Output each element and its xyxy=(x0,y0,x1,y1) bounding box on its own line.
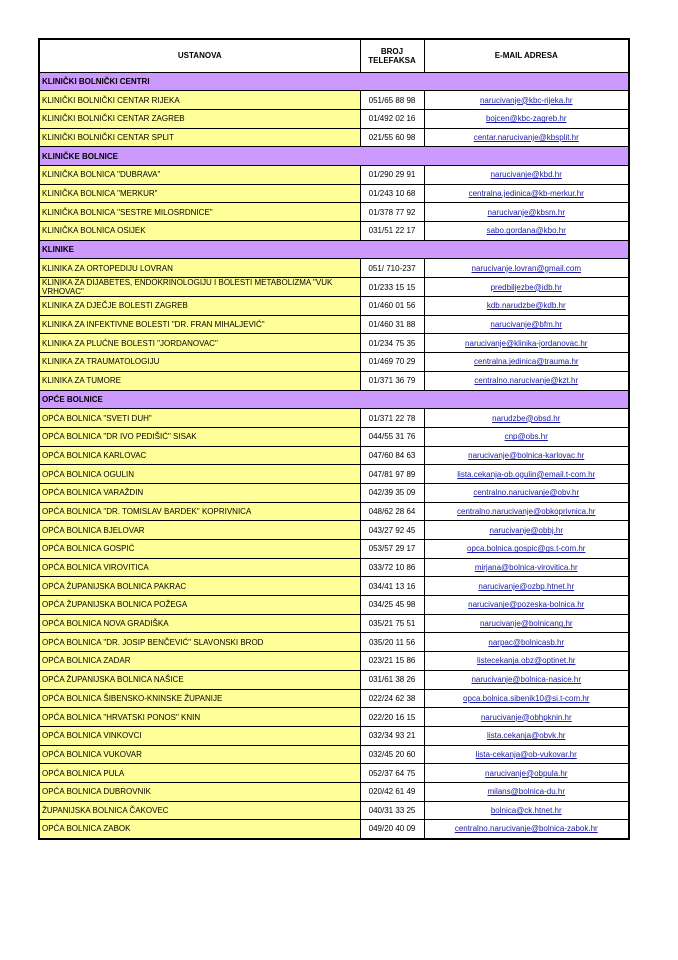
section-title: KLINIČKE BOLNICE xyxy=(39,147,629,166)
table-row xyxy=(39,502,629,521)
fax-number: 035/20 11 56 xyxy=(360,633,424,652)
table-row xyxy=(39,689,629,708)
table-body xyxy=(39,72,629,839)
fax-number: 01/371 36 79 xyxy=(360,371,424,390)
email-link[interactable]: kdb.narudzbe@kdb.hr xyxy=(486,301,566,311)
institution-name: KLINIKA ZA TRAUMATOLOGIJU xyxy=(39,353,360,372)
email-cell xyxy=(424,708,629,727)
institution-name: KLINIKA ZA PLUĆNE BOLESTI "JORDANOVAC" xyxy=(39,334,360,353)
institution-name: OPĆA BOLNICA GOSPIĆ xyxy=(39,540,360,559)
fax-number: 033/72 10 86 xyxy=(360,558,424,577)
institution-name: OPĆA BOLNICA "HRVATSKI PONOS" KNIN xyxy=(39,708,360,727)
email-cell xyxy=(424,222,629,241)
table-row xyxy=(39,427,629,446)
table-row xyxy=(39,633,629,652)
fax-number: 01/469 70 29 xyxy=(360,353,424,372)
table-row xyxy=(39,483,629,502)
email-link[interactable]: bolnica@ck.htnet.hr xyxy=(490,805,562,815)
email-link[interactable]: listecekanja.obz@optinet.hr xyxy=(477,656,576,666)
email-cell xyxy=(424,446,629,465)
email-link[interactable]: narucivanje@klinika-jordanovac.hr xyxy=(465,338,588,348)
email-link[interactable]: centralno.narucivanje@obv.hr xyxy=(473,488,580,498)
email-cell xyxy=(424,540,629,559)
institution-name: KLINIKA ZA DIJABETES, ENDOKRINOLOGIJU I BOLESTI METABOLIZMA "VUK VRHOVAC" xyxy=(39,278,360,297)
institution-name: OPĆA ŽUPANIJSKA BOLNICA NAŠICE xyxy=(39,670,360,689)
fax-number: 051/65 88 98 xyxy=(360,91,424,110)
table-row xyxy=(39,614,629,633)
institution-name: OPĆA BOLNICA VIROVITICA xyxy=(39,558,360,577)
email-link[interactable]: bojcen@kbc-zagreb.hr xyxy=(485,114,567,124)
fax-number: 01/460 01 56 xyxy=(360,297,424,316)
table-row xyxy=(39,334,629,353)
email-link[interactable]: narpac@bolnicasb.hr xyxy=(488,637,565,647)
institution-name: OPĆA BOLNICA ŠIBENSKO-KNINSKE ŽUPANIJE xyxy=(39,689,360,708)
table-row xyxy=(39,540,629,559)
email-cell xyxy=(424,782,629,801)
email-link[interactable]: mirjana@bolnica-virovitica.hr xyxy=(474,563,578,573)
institution-name: OPĆA BOLNICA DUBROVNIK xyxy=(39,782,360,801)
institution-name: KLINIČKI BOLNIČKI CENTAR RIJEKA xyxy=(39,91,360,110)
email-cell xyxy=(424,297,629,316)
institution-name: OPĆA BOLNICA NOVA GRADIŠKA xyxy=(39,614,360,633)
email-link[interactable]: predbiljezbe@idb.hr xyxy=(490,282,562,292)
institution-name: OPĆA BOLNICA ZADAR xyxy=(39,652,360,671)
section-header-row xyxy=(39,390,629,409)
email-cell xyxy=(424,652,629,671)
email-cell xyxy=(424,670,629,689)
institution-name: OPĆA BOLNICA "SVETI DUH" xyxy=(39,409,360,428)
table-row xyxy=(39,184,629,203)
fax-number: 052/37 64 75 xyxy=(360,764,424,783)
email-link[interactable]: narucivanje@ozbp.htnet.hr xyxy=(478,581,575,591)
email-link[interactable]: narucivanje@pozeska-bolnica.hr xyxy=(468,600,585,610)
institution-name: KLINIKA ZA DJEČJE BOLESTI ZAGREB xyxy=(39,297,360,316)
email-cell xyxy=(424,465,629,484)
fax-number: 040/31 33 25 xyxy=(360,801,424,820)
fax-number: 020/42 61 49 xyxy=(360,782,424,801)
email-cell xyxy=(424,184,629,203)
email-link[interactable]: milans@bolnica-du.hr xyxy=(487,787,565,797)
email-cell xyxy=(424,689,629,708)
table-row xyxy=(39,259,629,278)
email-cell xyxy=(424,334,629,353)
fax-number: 034/41 13 16 xyxy=(360,577,424,596)
email-cell xyxy=(424,128,629,147)
section-title: OPĆE BOLNICE xyxy=(39,390,629,409)
email-link[interactable]: opca.bolnica.gospic@gs.t-com.hr xyxy=(467,544,586,554)
email-cell xyxy=(424,502,629,521)
email-link[interactable]: centar.narucivanje@kbsplit.hr xyxy=(473,132,579,142)
email-cell xyxy=(424,820,629,839)
institution-name: OPĆA BOLNICA "DR. TOMISLAV BARDEK" KOPRIVNICA xyxy=(39,502,360,521)
email-link[interactable]: centralno.narucivanje@obkoprivnica.hr xyxy=(457,506,596,516)
email-cell xyxy=(424,353,629,372)
fax-number: 049/20 40 09 xyxy=(360,820,424,839)
institution-name: OPĆA BOLNICA VUKOVAR xyxy=(39,745,360,764)
table-row xyxy=(39,801,629,820)
table-row xyxy=(39,465,629,484)
fax-number: 048/62 28 64 xyxy=(360,502,424,521)
email-cell xyxy=(424,278,629,297)
fax-number: 01/290 29 91 xyxy=(360,165,424,184)
institution-name: KLINIČKA BOLNICA "MERKUR" xyxy=(39,184,360,203)
header-broj-telefaksa: BROJ TELEFAKSA xyxy=(360,39,424,72)
section-title: KLINIČKI BOLNIČKI CENTRI xyxy=(39,72,629,91)
email-link[interactable]: centralno.narucivanje@kzt.hr xyxy=(474,376,579,386)
email-link[interactable]: lista.cekanja@obvk.hr xyxy=(487,731,566,741)
table-row xyxy=(39,315,629,334)
email-cell xyxy=(424,521,629,540)
email-cell xyxy=(424,764,629,783)
institution-name: OPĆA ŽUPANIJSKA BOLNICA PAKRAC xyxy=(39,577,360,596)
email-cell xyxy=(424,409,629,428)
fax-number: 022/24 62 38 xyxy=(360,689,424,708)
institution-name: KLINIKA ZA ORTOPEDIJU LOVRAN xyxy=(39,259,360,278)
email-cell xyxy=(424,203,629,222)
table-row xyxy=(39,222,629,241)
email-link[interactable]: narucivanje@bolnica-nasice.hr xyxy=(471,675,581,685)
email-link[interactable]: cnp@obs.hr xyxy=(504,432,548,442)
institution-name: OPĆA BOLNICA OGULIN xyxy=(39,465,360,484)
fax-number: 023/21 15 86 xyxy=(360,652,424,671)
fax-number: 01/371 22 78 xyxy=(360,409,424,428)
fax-number: 053/57 29 17 xyxy=(360,540,424,559)
email-cell xyxy=(424,427,629,446)
email-link[interactable]: centralna.jedinica@kb-merkur.hr xyxy=(468,188,584,198)
fax-number: 034/25 45 98 xyxy=(360,596,424,615)
fax-number: 01/492 02 16 xyxy=(360,109,424,128)
institution-name: KLINIČKI BOLNIČKI CENTAR SPLIT xyxy=(39,128,360,147)
email-cell xyxy=(424,91,629,110)
institution-name: OPĆA BOLNICA KARLOVAC xyxy=(39,446,360,465)
table-row xyxy=(39,652,629,671)
table-row xyxy=(39,558,629,577)
table-row xyxy=(39,128,629,147)
header-ustanova: USTANOVA xyxy=(39,39,360,72)
institution-name: OPĆA BOLNICA BJELOVAR xyxy=(39,521,360,540)
table-row xyxy=(39,165,629,184)
fax-number: 01/378 77 92 xyxy=(360,203,424,222)
fax-number: 021/55 60 98 xyxy=(360,128,424,147)
email-link[interactable]: lista-cekanja@ob-vukovar.hr xyxy=(475,749,577,759)
email-cell xyxy=(424,483,629,502)
table-row xyxy=(39,708,629,727)
table-row xyxy=(39,203,629,222)
email-link[interactable]: narucivanje@kbsm.hr xyxy=(487,207,565,217)
section-header-row xyxy=(39,72,629,91)
email-link[interactable]: narucivanje@bolnicang.hr xyxy=(479,619,573,629)
header-email-adresa: E-MAIL ADRESA xyxy=(424,39,629,72)
email-cell xyxy=(424,109,629,128)
email-cell xyxy=(424,596,629,615)
fax-number: 01/233 15 15 xyxy=(360,278,424,297)
email-link[interactable]: centralno.narucivanje@bolnica-zabok.hr xyxy=(454,824,598,834)
section-header-row xyxy=(39,240,629,259)
email-cell xyxy=(424,577,629,596)
fax-number: 032/45 20 60 xyxy=(360,745,424,764)
institution-name: ŽUPANIJSKA BOLNICA ČAKOVEC xyxy=(39,801,360,820)
email-link[interactable]: sabo.gordana@kbo.hr xyxy=(486,226,566,236)
fax-number: 01/234 75 35 xyxy=(360,334,424,353)
institution-name: OPĆA BOLNICA PULA xyxy=(39,764,360,783)
fax-number: 035/21 75 51 xyxy=(360,614,424,633)
email-cell xyxy=(424,371,629,390)
institution-name: KLINIČKA BOLNICA OSIJEK xyxy=(39,222,360,241)
institution-name: OPĆA ŽUPANIJSKA BOLNICA POŽEGA xyxy=(39,596,360,615)
email-link[interactable]: narucivanje@bolnica-karlovac.hr xyxy=(468,450,585,460)
email-link[interactable]: narucivanje@obpula.hr xyxy=(485,768,568,778)
fax-number: 044/55 31 76 xyxy=(360,427,424,446)
email-link[interactable]: centralna.jedinica@trauma.hr xyxy=(473,357,579,367)
email-link[interactable]: narudzbe@obsd.hr xyxy=(492,413,561,423)
email-link[interactable]: opca.bolnica.sibenik10@si.t-com.hr xyxy=(463,693,590,703)
table-row xyxy=(39,278,629,297)
email-cell xyxy=(424,726,629,745)
email-link[interactable]: narucivanje@kbd.hr xyxy=(490,170,562,180)
table-header-row xyxy=(39,39,629,72)
table-row xyxy=(39,297,629,316)
institution-name: OPĆA BOLNICA ZABOK xyxy=(39,820,360,839)
institution-name: OPĆA BOLNICA VARAŽDIN xyxy=(39,483,360,502)
institution-name: KLINIKA ZA TUMORE xyxy=(39,371,360,390)
email-link[interactable]: narucivanje.lovran@gmail.com xyxy=(471,263,581,273)
fax-number: 047/60 84 63 xyxy=(360,446,424,465)
institution-name: OPĆA BOLNICA VINKOVCI xyxy=(39,726,360,745)
email-cell xyxy=(424,614,629,633)
table-row xyxy=(39,446,629,465)
email-link[interactable]: lista.cekanja-ob.ogulin@email.t-com.hr xyxy=(457,469,596,479)
table-row xyxy=(39,409,629,428)
fax-number: 01/460 31 88 xyxy=(360,315,424,334)
table-row xyxy=(39,820,629,839)
institution-name: KLINIČKA BOLNICA "SESTRE MILOSRDNICE" xyxy=(39,203,360,222)
table-row xyxy=(39,91,629,110)
email-cell xyxy=(424,558,629,577)
hospital-contact-table xyxy=(38,38,630,840)
section-title: KLINIKE xyxy=(39,240,629,259)
email-cell xyxy=(424,315,629,334)
table-row xyxy=(39,764,629,783)
institution-name: OPĆA BOLNICA "DR. JOSIP BENČEVIĆ" SLAVONSKI BROD xyxy=(39,633,360,652)
table-row xyxy=(39,371,629,390)
institution-name: KLINIČKI BOLNIČKI CENTAR ZAGREB xyxy=(39,109,360,128)
fax-number: 022/20 16 15 xyxy=(360,708,424,727)
table-row xyxy=(39,353,629,372)
table-row xyxy=(39,596,629,615)
table-row xyxy=(39,745,629,764)
email-link[interactable]: narucivanje@obbj.hr xyxy=(489,525,563,535)
email-link[interactable]: narucivanje@kbc-rijeka.hr xyxy=(479,95,573,105)
fax-number: 042/39 35 09 xyxy=(360,483,424,502)
fax-number: 043/27 92 45 xyxy=(360,521,424,540)
fax-number: 031/51 22 17 xyxy=(360,222,424,241)
institution-name: OPĆA BOLNICA "DR IVO PEDIŠIĆ" SISAK xyxy=(39,427,360,446)
email-link[interactable]: narucivanje@obhpknin.hr xyxy=(480,712,572,722)
email-cell xyxy=(424,259,629,278)
institution-name: KLINIČKA BOLNICA "DUBRAVA" xyxy=(39,165,360,184)
email-cell xyxy=(424,165,629,184)
table-row xyxy=(39,577,629,596)
table-row xyxy=(39,726,629,745)
table-row xyxy=(39,109,629,128)
email-cell xyxy=(424,745,629,764)
fax-number: 051/ 710-237 xyxy=(360,259,424,278)
email-cell xyxy=(424,633,629,652)
table-row xyxy=(39,670,629,689)
email-link[interactable]: narucivanje@bfm.hr xyxy=(490,320,563,330)
table-row xyxy=(39,782,629,801)
email-cell xyxy=(424,801,629,820)
section-header-row xyxy=(39,147,629,166)
institution-name: KLINIKA ZA INFEKTIVNE BOLESTI "DR. FRAN MIHALJEVIĆ" xyxy=(39,315,360,334)
fax-number: 047/81 97 89 xyxy=(360,465,424,484)
fax-number: 032/34 93 21 xyxy=(360,726,424,745)
fax-number: 031/61 38 26 xyxy=(360,670,424,689)
fax-number: 01/243 10 68 xyxy=(360,184,424,203)
table-row xyxy=(39,521,629,540)
